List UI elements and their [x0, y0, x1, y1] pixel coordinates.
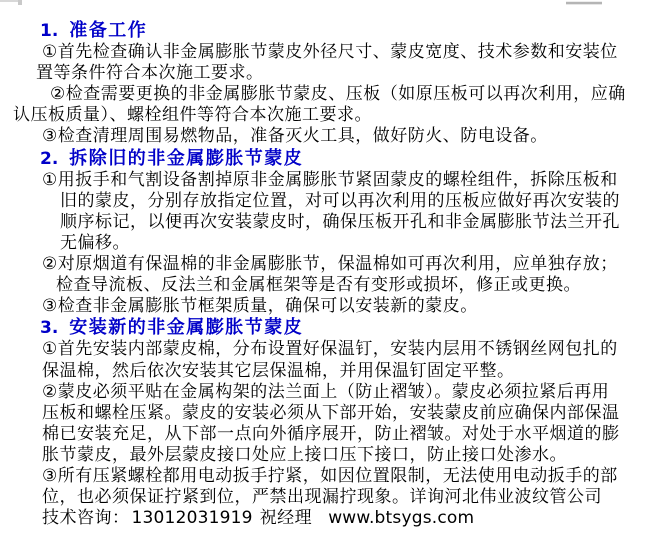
- text-line: ③检查清理周围易燃物品，准备灭火工具，做好防火、防电设备。: [42, 126, 548, 147]
- contact-person: 祝经理: [259, 508, 313, 529]
- text-line: 置等条件符合本次施工要求。: [36, 63, 264, 84]
- contact-line: [42, 508, 657, 529]
- contact-phone: 13012031919: [131, 508, 253, 529]
- text-line: ③所有压紧螺栓都用电动扳手拧紧，如因位置限制，无法使用电动扳手的部: [42, 465, 618, 486]
- text-line: 认压板质量）、螺栓组件等符合本次施工要求。: [13, 105, 372, 126]
- section-2-title: 拆除旧的非金属膨胀节蒙皮: [69, 147, 304, 169]
- text-line: 胀节蒙皮，最外层蒙皮接口处应上接口压下接口，防止接口处渗水。: [42, 444, 567, 465]
- text-line: 保温棉，然后依次安装其它层保温棉，并用保温钉固定平整。: [42, 360, 515, 381]
- text-line: 顺序标记，以便再次安装蒙皮时，确保压板开孔和非金属膨胀节法兰开孔: [60, 211, 620, 232]
- text-line: 棉已安装充足，从下部一点向外循序展开，防止褶皱。对处于水平烟道的膨: [42, 423, 620, 444]
- text-line: 位，也必须保证拧紧到位，严禁出现漏拧现象。详询河北伟业波纹管公司: [42, 487, 602, 508]
- section-1-number: 1.: [40, 21, 59, 41]
- text-line: ①首先检查确认非金属膨胀节蒙皮外径尺寸、蒙皮宽度、技术参数和安装位: [42, 42, 618, 63]
- text-line: ②检查需要更换的非金属膨胀节蒙皮、压板（如原压板可以再次利用，应确: [50, 84, 626, 105]
- text-line: ①用扳手和气割设备割掉原非金属膨胀节紧固蒙皮的螺栓组件，拆除压板和: [42, 169, 618, 190]
- contact-label: 技术咨询：: [42, 508, 130, 529]
- section-3-heading: [40, 317, 657, 339]
- section-3-title: 安装新的非金属膨胀节蒙皮: [69, 317, 304, 339]
- text-line: ②对原烟道有保温棉的非金属膨胀节，保温棉如可再次利用，应单独存放；: [42, 254, 618, 275]
- text-line: ①首先安装内部蒙皮棉，分布设置好保温钉，安装内层用不锈钢丝网包扎的: [42, 339, 618, 360]
- text-line: ②蒙皮必须平贴在金属构架的法兰面上（防止褶皱）。蒙皮必须拉紧后再用: [42, 381, 610, 402]
- section-2-heading: [40, 148, 657, 170]
- website-text: www.btsygs.com: [328, 508, 475, 529]
- text-line: 检查导流板、反法兰和金属框架等是否有变形或损坏，修正或更换。: [56, 275, 581, 296]
- text-line: 无偏移。: [60, 232, 130, 253]
- section-1-heading: [40, 20, 657, 42]
- section-1-title: 准备工作: [69, 20, 148, 41]
- section-3-number: 3.: [40, 318, 59, 339]
- section-2-number: 2.: [40, 148, 59, 169]
- text-line: ③检查非金属膨胀节框架质量，确保可以安装新的蒙皮。: [42, 296, 478, 317]
- text-line: 压板和螺栓压紧。蒙皮的安装必须从下部开始，安装蒙皮前应确保内部保温: [42, 402, 620, 423]
- text-line: 旧的蒙皮，分别存放指定位置，对可以再次利用的压板应做好再次安装的: [60, 190, 620, 211]
